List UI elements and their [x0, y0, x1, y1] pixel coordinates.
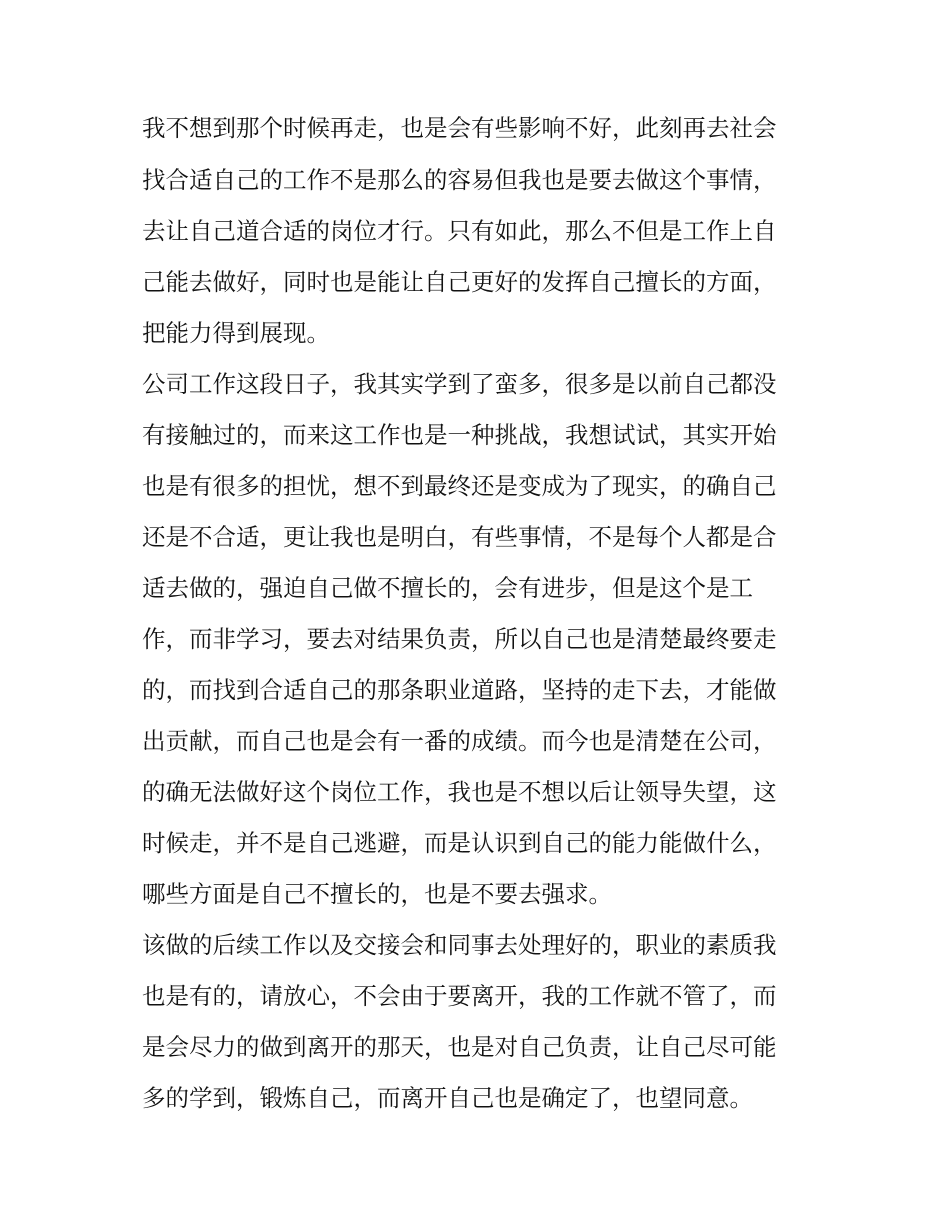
text-line: 是会尽力的做到离开的那天，也是对自己负责，让自己尽可能 [142, 1033, 777, 1061]
text-line: 出贡献，而自己也是会有一番的成绩。而今也是清楚在公司， [142, 727, 777, 755]
text-line: 时候走，并不是自己逃避，而是认识到自己的能力能做什么， [142, 829, 777, 857]
text-line: 也是有的，请放心，不会由于要离开，我的工作就不管了，而 [142, 982, 777, 1010]
text-line: 该做的后续工作以及交接会和同事去处理好的，职业的素质我 [142, 931, 777, 959]
text-line: 我不想到那个时候再走，也是会有些影响不好，此刻再去社会 [142, 114, 777, 142]
text-line: 哪些方面是自己不擅长的，也是不要去强求。 [142, 880, 612, 908]
text-line: 公司工作这段日子，我其实学到了蛮多，很多是以前自己都没 [142, 370, 777, 398]
text-line: 去让自己道合适的岗位才行。只有如此，那么不但是工作上自 [142, 217, 777, 245]
text-line: 还是不合适，更让我也是明白，有些事情，不是每个人都是合 [142, 523, 777, 551]
text-line: 找合适自己的工作不是那么的容易但我也是要去做这个事情， [142, 166, 777, 194]
text-line: 把能力得到展现。 [142, 319, 330, 347]
text-line: 己能去做好，同时也是能让自己更好的发挥自己擅长的方面， [142, 268, 777, 296]
text-line: 有接触过的，而来这工作也是一种挑战，我想试试，其实开始 [142, 421, 777, 449]
text-line: 的，而找到合适自己的那条职业道路，坚持的走下去，才能做 [142, 676, 777, 704]
text-line: 也是有很多的担忧，想不到最终还是变成为了现实，的确自己 [142, 472, 777, 500]
text-line: 多的学到，锻炼自己，而离开自己也是确定了，也望同意。 [142, 1084, 753, 1112]
text-line: 适去做的，强迫自己做不擅长的，会有进步，但是这个是工 [142, 574, 753, 602]
text-line: 作，而非学习，要去对结果负责，所以自己也是清楚最终要走 [142, 625, 777, 653]
text-line: 的确无法做好这个岗位工作，我也是不想以后让领导失望，这 [142, 778, 777, 806]
